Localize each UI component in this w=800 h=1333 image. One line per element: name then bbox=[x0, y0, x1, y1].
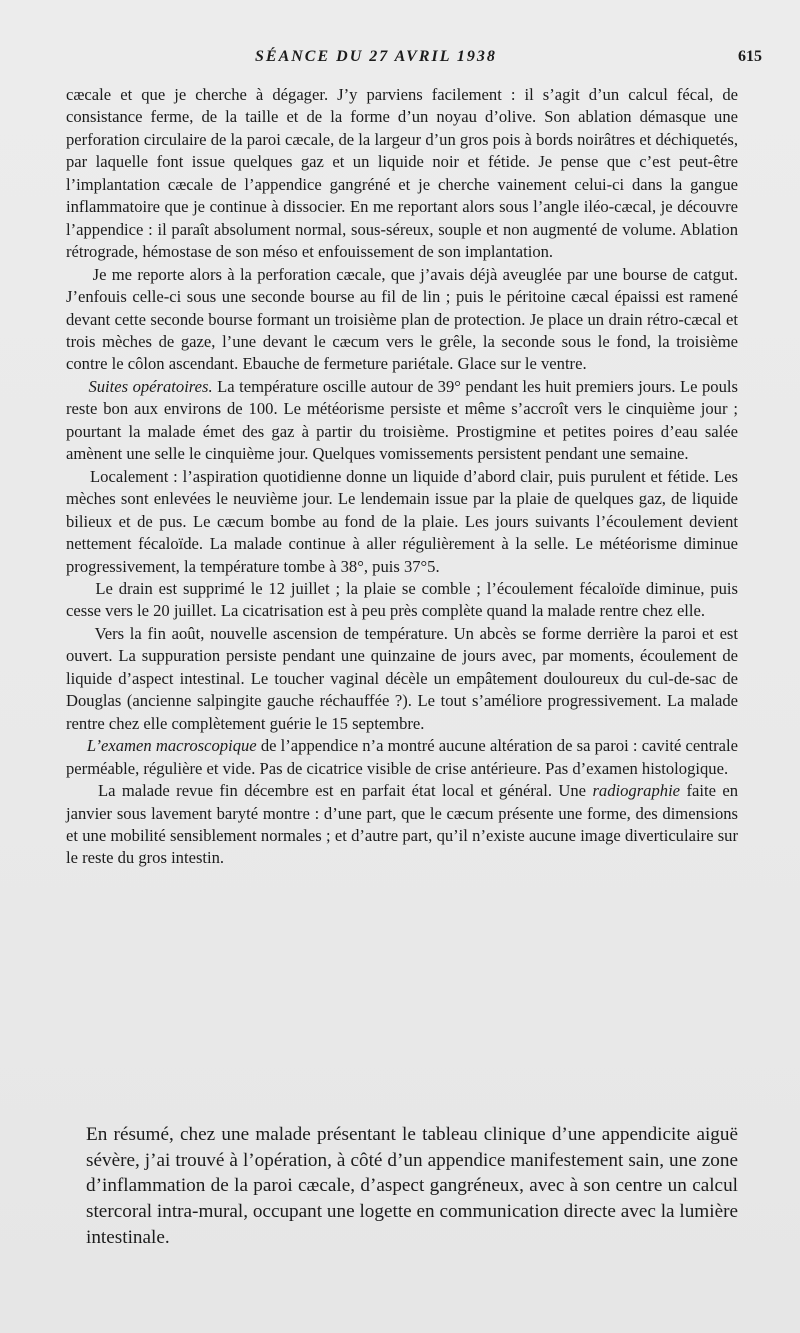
running-header bbox=[0, 48, 800, 74]
paragraph-drain: Le drain est supprimé le 12 juillet ; la plaie se comble ; l’écoulement fécaloïde diminue, puis cesse vers le 20 juillet. La cicatrisation est à peu près complète quand la malade rentre chez elle. bbox=[66, 578, 738, 621]
paragraph-localement: Localement : l’aspiration quotidienne donne un liquide d’abord clair, puis purulent et fétide. Les mèches sont enlevées le neuvième jour. Le lendemain issue par la plaie de quelques gaz, de liquide bilieux et de pus. Le cæcum bombe au fond de la plaie. Les jours suivants l’écoulement devient nettement fécaloïde. La malade continue à aller régulièrement à la selle. Le météorisme diminue progressivement, la température tombe à 38°, puis 37°5. bbox=[66, 466, 738, 576]
summary-text: En résumé, chez une malade présentant le tableau clinique d’une appendicite aiguë sévère, j’ai trouvé à l’opération, à côté d’un appendice manifestement sain, une zone d’inflammation de la paroi cæcale, d’aspect gangréneux, avec à son centre un calcul stercoral intra-mural, occupant une logette en communication directe avec la lumière intestinale. bbox=[86, 1124, 738, 1248]
page-number: 615 bbox=[738, 48, 762, 65]
body-text bbox=[66, 84, 738, 870]
heading-suites: Suites opératoires. bbox=[88, 376, 213, 396]
paragraph-decembre: La malade revue fin décembre est en parfait état local et général. Une radiographie faite en janvier sous lavement baryté montre : d’une part, que le cæcum présente une forme, des dimensions et une mobilité sensiblement normales ; et d’autre part, qu’il n’existe aucune image diverticulaire sur le reste du gros intestin. bbox=[66, 781, 739, 868]
running-title: SÉANCE DU 27 AVRIL 1938 bbox=[255, 48, 497, 65]
heading-radiographie: radiographie bbox=[592, 781, 681, 801]
paragraph-suites: Suites opératoires. La température oscille autour de 39° pendant les huit premiers jours. Le pouls reste bon aux environs de 100. Le météorisme persiste et même s’accroît vers le cinquième jour ; pourtant la malade émet des gaz à partir du troisième. Prostigmine et petites poires d’eau salée amènent une selle le cinquième jour. Quelques vomissements persistent pendant une semaine. bbox=[66, 376, 738, 464]
paragraph-perforation: Je me reporte alors à la perforation cæcale, que j’avais déjà aveuglée par une bourse de catgut. J’enfouis celle-ci sous une seconde bourse au fil de lin ; puis le péritoine cæcal épaissi est ramené devant cette seconde bourse formant un troisième plan de protection. Je place un drain rétro-cæcal et trois mèches de gaze, l’une devant le cæcum vers le grêle, la seconde sous le fond, la troisième contre le côlon ascendant. Ebauche de fermeture pariétale. Glace sur le ventre. bbox=[66, 264, 738, 374]
paragraph-calcul: cæcale et que je cherche à dégager. J’y parviens facilement : il s’agit d’un calcul fécal, de consistance ferme, de la taille et de la forme d’un noyau d’olive. Son ablation démasque une perforation circulaire de la paroi cæcale, de la largeur d’un gros pois à bords noirâtres et déchiquetés, par laquelle font issue quelques gaz et un liquide noir et fétide. Je pense que c’est peut-être l’implantation cæcale de l’appendice gangréné et je cherche vainement celui-ci dans la gangue inflammatoire que je continue à dissocier. En me reportant alors sous l’angle iléo-cæcal, je découvre l’appendice : il paraît absolument normal, sous-séreux, souple et non augmenté de volume. Ablation rétrograde, hémostase de son méso et enfouissement de son implantation. bbox=[66, 85, 738, 262]
heading-examen: L’examen macroscopique bbox=[86, 736, 257, 756]
summary-paragraph bbox=[86, 1122, 738, 1251]
paragraph-aout: Vers la fin août, nouvelle ascension de température. Un abcès se forme derrière la paroi et est ouvert. La suppuration persiste pendant une quinzaine de jours avec, par moments, écoulement de liquide d’aspect intestinal. Le toucher vaginal décèle un empâtement douloureux du cul-de-sac de Douglas (ancienne salpingite gauche réchauffée ?). Le tout s’améliore progressivement. La malade rentre chez elle complètement guérie le 15 septembre. bbox=[66, 623, 738, 733]
paragraph-examen: L’examen macroscopique de l’appendice n’a montré aucune altération de sa paroi : cavité centrale perméable, régulière et vide. Pas de cicatrice visible de crise antérieure. Pas d’examen histologique. bbox=[66, 736, 738, 778]
